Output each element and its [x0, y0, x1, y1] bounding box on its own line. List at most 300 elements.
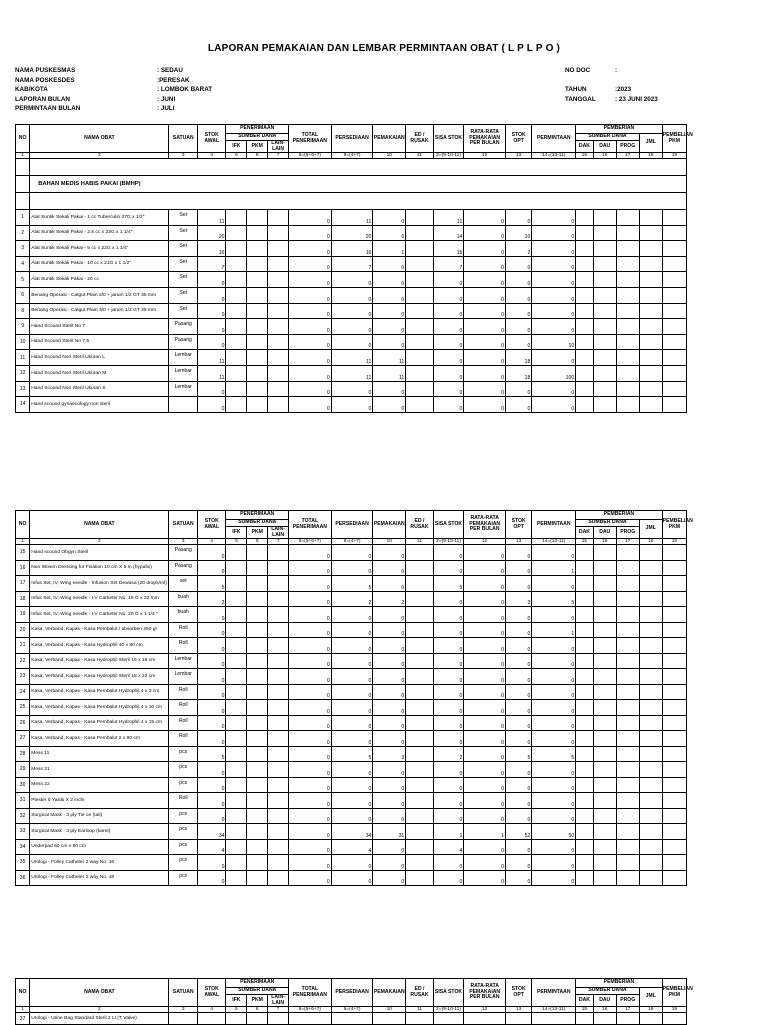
persediaan-value: 0 — [331, 715, 373, 731]
header-prog: PROG — [616, 527, 639, 539]
meta-row — [15, 104, 212, 114]
empty-cell — [662, 808, 686, 824]
meta-row — [15, 85, 212, 95]
permintaan-value: 0 — [532, 793, 576, 809]
item-name: Kasa, Verband, Kapas - Kasa Pembalut Hydrophil 4 x 10 cm — [30, 700, 169, 716]
item-name: Alat Suntik Sekali Pakai - 2.5 cc x 23G x 1 1/4" — [30, 225, 169, 241]
empty-cell — [593, 560, 616, 576]
row-number: 1 — [16, 210, 30, 226]
rata-rata-value: 0 — [464, 777, 506, 793]
section-label: BAHAN MEDIS HABIS PAKAI (BMHP) — [30, 176, 687, 193]
empty-cell — [268, 1013, 289, 1025]
empty-cell — [616, 350, 639, 366]
empty-cell — [226, 731, 247, 747]
empty-cell — [226, 777, 247, 793]
column-index: 6 — [247, 153, 268, 159]
permintaan-value: 0 — [532, 839, 576, 855]
rata-rata-value: 0 — [464, 241, 506, 257]
stok-awal-value: 0 — [197, 560, 226, 576]
empty-cell — [662, 576, 686, 592]
section-row — [16, 176, 687, 193]
empty-cell — [406, 669, 433, 685]
empty-cell — [639, 638, 662, 654]
empty-cell — [406, 576, 433, 592]
stok-awal-value: 0 — [197, 319, 226, 335]
persediaan-value: 0 — [331, 762, 373, 778]
column-index: 3 — [169, 539, 198, 545]
item-unit: Set — [169, 303, 198, 319]
stok-awal-value: 11 — [197, 365, 226, 381]
item-unit: pcs — [169, 777, 198, 793]
empty-cell — [406, 560, 433, 576]
item-unit — [169, 1013, 198, 1025]
table-row — [16, 622, 687, 638]
column-index: 2 — [30, 539, 169, 545]
stok-awal-value: 0 — [197, 287, 226, 303]
empty-cell — [616, 808, 639, 824]
empty-cell — [268, 793, 289, 809]
table-row — [16, 287, 687, 303]
header-permintaan: PERMINTAAN — [532, 125, 576, 153]
empty-cell — [247, 576, 268, 592]
empty-cell — [639, 746, 662, 762]
pemakaian-value: 31 — [373, 824, 406, 840]
header-dau: DAU — [593, 527, 616, 539]
stok-awal-value: 0 — [197, 870, 226, 886]
header-permintaan: PERMINTAAN — [532, 979, 576, 1007]
rata-rata-value: 0 — [464, 870, 506, 886]
table-row — [16, 350, 687, 366]
item-unit: Set — [169, 287, 198, 303]
empty-cell — [226, 319, 247, 335]
empty-cell — [662, 319, 686, 335]
header-lain: LAIN-LAIN — [268, 527, 289, 539]
meta-key: PERMINTAAN BULAN — [15, 105, 81, 112]
header-ed: ED / RUSAK — [406, 511, 433, 539]
row-number: 14 — [16, 397, 30, 413]
meta-key: NAMA POSKESDES — [15, 76, 75, 84]
table-row — [16, 715, 687, 731]
item-name: Surgical Mask - 3 ply Earloop (karet) — [30, 824, 169, 840]
header-sumber_dana: SUMBER DANA — [576, 134, 640, 141]
empty-cell — [576, 870, 594, 886]
empty-cell — [226, 591, 247, 607]
empty-cell — [616, 397, 639, 413]
empty-cell — [662, 381, 686, 397]
pemakaian-value: 0 — [373, 808, 406, 824]
empty-cell — [616, 272, 639, 288]
stok-opt-value: 0 — [506, 700, 532, 716]
persediaan-value: 5 — [331, 746, 373, 762]
permintaan-value: 0 — [532, 241, 576, 257]
empty-cell — [593, 545, 616, 561]
column-index: 18 — [639, 153, 662, 159]
empty-cell — [576, 303, 594, 319]
column-index: 6 — [247, 539, 268, 545]
pemakaian-value: 3 — [373, 746, 406, 762]
empty-cell — [593, 210, 616, 226]
rata-rata-value: 0 — [464, 808, 506, 824]
empty-cell — [662, 225, 686, 241]
column-index: 4 — [197, 153, 226, 159]
stok-awal-value: 0 — [197, 622, 226, 638]
total-penerimaan-value: 0 — [288, 560, 331, 576]
sisa-stok-value: 0 — [433, 638, 464, 654]
stok-awal-value: 5 — [197, 746, 226, 762]
item-name: Alat Suntik Sekali Pakai - 1 cc Tuberculin 27G x 1/2" — [30, 210, 169, 226]
empty-cell — [268, 653, 289, 669]
table-row — [16, 793, 687, 809]
empty-cell — [593, 684, 616, 700]
empty-cell — [593, 334, 616, 350]
table-row — [16, 256, 687, 272]
pemakaian-value: 0 — [373, 622, 406, 638]
header-sumber_dana: SUMBER DANA — [576, 520, 640, 527]
empty-cell — [247, 225, 268, 241]
row-number: 30 — [16, 777, 30, 793]
column-index: 9=(4+7) — [331, 153, 373, 159]
sisa-stok-value: 0 — [433, 793, 464, 809]
pemakaian-value: 0 — [373, 576, 406, 592]
column-index: 16 — [593, 539, 616, 545]
empty-cell — [247, 319, 268, 335]
empty-cell — [268, 272, 289, 288]
rata-rata-value: 0 — [464, 334, 506, 350]
total-penerimaan-value: 0 — [288, 653, 331, 669]
permintaan-value: 0 — [532, 669, 576, 685]
empty-cell — [639, 1013, 662, 1025]
empty-cell — [268, 303, 289, 319]
report-title: LAPORAN PEMAKAIAN DAN LEMBAR PERMINTAAN OBAT ( L P L P O ) — [207, 43, 561, 54]
empty-cell — [662, 669, 686, 685]
sisa-stok-value: 0 — [433, 319, 464, 335]
row-number: 15 — [16, 545, 30, 561]
item-unit: Set — [169, 256, 198, 272]
empty-cell — [247, 545, 268, 561]
empty-cell — [616, 824, 639, 840]
header-nama: NAMA OBAT — [30, 125, 169, 153]
rata-rata-value: 0 — [464, 653, 506, 669]
empty-cell — [226, 545, 247, 561]
empty-cell — [662, 334, 686, 350]
empty-cell — [268, 762, 289, 778]
empty-cell — [226, 334, 247, 350]
header-dak: DAK — [576, 527, 594, 539]
item-name: Mess 22 — [30, 777, 169, 793]
stok-opt-value: 0 — [506, 607, 532, 623]
empty-cell — [576, 225, 594, 241]
header-ifk: IFK — [226, 995, 247, 1007]
stok-opt-value: 0 — [506, 560, 532, 576]
empty-cell — [406, 1013, 433, 1025]
total-penerimaan-value: 0 — [288, 762, 331, 778]
empty-cell — [268, 839, 289, 855]
empty-cell — [639, 272, 662, 288]
empty-cell — [662, 777, 686, 793]
column-index: 10 — [373, 153, 406, 159]
meta-key: TAHUN — [565, 86, 587, 93]
empty-cell — [406, 210, 433, 226]
empty-cell — [639, 793, 662, 809]
column-index: 1 — [16, 539, 30, 545]
empty-cell — [593, 241, 616, 257]
empty-cell — [593, 287, 616, 303]
empty-cell — [639, 715, 662, 731]
meta-value: : JUNI — [157, 95, 176, 103]
pemakaian-value: 1 — [373, 241, 406, 257]
empty-cell — [247, 870, 268, 886]
empty-cell — [616, 746, 639, 762]
empty-cell — [268, 870, 289, 886]
column-index: 8=(5+6+7) — [288, 153, 331, 159]
stok-awal-value: 11 — [197, 210, 226, 226]
empty-cell — [226, 303, 247, 319]
header-opt: STOK OPT — [506, 979, 532, 1007]
persediaan-value: 0 — [331, 638, 373, 654]
item-name: Hand scound gynaecology non steril — [30, 397, 169, 413]
header-satuan: SATUAN — [169, 125, 198, 153]
empty-cell — [616, 622, 639, 638]
empty-cell — [593, 870, 616, 886]
empty-cell — [662, 241, 686, 257]
empty-cell — [406, 855, 433, 871]
item-unit: pcs — [169, 746, 198, 762]
meta-key: NAMA PUSKESMAS — [15, 67, 76, 74]
empty-cell — [639, 870, 662, 886]
empty-cell — [226, 715, 247, 731]
empty-cell — [247, 287, 268, 303]
table-row — [16, 591, 687, 607]
total-penerimaan-value: 0 — [288, 777, 331, 793]
column-index: 7 — [268, 153, 289, 159]
total-penerimaan-value: 0 — [288, 793, 331, 809]
empty-cell — [639, 653, 662, 669]
item-name: Non Woven Dressing for Fixation 10 cm X 5 m (hypafix) — [30, 560, 169, 576]
empty-cell — [639, 824, 662, 840]
item-name: Underpad 60 cm x 90 cm — [30, 839, 169, 855]
stok-awal-value: 0 — [197, 545, 226, 561]
stok-opt-value: 0 — [506, 545, 532, 561]
empty-cell — [576, 793, 594, 809]
empty-cell — [662, 653, 686, 669]
empty-cell — [662, 731, 686, 747]
pemakaian-value: 2 — [373, 591, 406, 607]
sisa-stok-value: 0 — [433, 303, 464, 319]
pemakaian-value: 0 — [373, 319, 406, 335]
empty-cell — [616, 225, 639, 241]
pemakaian-value: 0 — [373, 607, 406, 623]
stok-opt-value: 0 — [506, 272, 532, 288]
sisa-stok-value: 0 — [433, 731, 464, 747]
permintaan-value: 1 — [532, 560, 576, 576]
empty-cell — [268, 855, 289, 871]
meta-value: : JULI — [157, 105, 175, 112]
total-penerimaan-value: 0 — [288, 622, 331, 638]
header-total: TOTAL PENERIMAAN — [288, 125, 331, 153]
header-pkm: PKM — [247, 527, 268, 539]
empty-cell — [593, 591, 616, 607]
stok-opt-value: 0 — [506, 319, 532, 335]
stok-awal-value: 0 — [197, 607, 226, 623]
empty-cell — [268, 777, 289, 793]
empty-cell — [576, 545, 594, 561]
empty-cell — [247, 700, 268, 716]
stok-awal-value: 0 — [197, 334, 226, 350]
column-index: 12 — [464, 153, 506, 159]
rata-rata-value: 0 — [464, 839, 506, 855]
meta-value: : SEDAU — [157, 67, 183, 74]
stok-opt-value: 18 — [506, 350, 532, 366]
rata-rata-value: 0 — [464, 560, 506, 576]
item-name: Hand Scound Steril No 7,5 — [30, 334, 169, 350]
item-name: Surgical Mask - 3 ply Tie on (tali) — [30, 808, 169, 824]
header-lain: LAIN-LAIN — [268, 141, 289, 153]
item-unit: set — [169, 576, 198, 592]
sisa-stok-value: 15 — [433, 241, 464, 257]
empty-cell — [639, 256, 662, 272]
header-opt: STOK OPT — [506, 511, 532, 539]
column-index: 11 — [406, 539, 433, 545]
item-name: Kasa, Verband, Kapas - Kasa Hydrophil 40 x 80 cm — [30, 638, 169, 654]
header-rata: RATA-RATA PEMAKAIAN PER BULAN — [464, 979, 506, 1007]
sisa-stok-value: 0 — [433, 607, 464, 623]
lplpo-table-3 — [15, 978, 693, 1025]
empty-cell — [616, 334, 639, 350]
column-index: 10 — [373, 539, 406, 545]
stok-awal-value: 0 — [197, 638, 226, 654]
header-no: NO — [16, 979, 30, 1007]
empty-cell — [576, 808, 594, 824]
empty-cell — [593, 669, 616, 685]
empty-cell — [268, 397, 289, 413]
header-pemberian: PEMBERIAN — [576, 979, 663, 988]
column-index: 8=(5+6+7) — [288, 539, 331, 545]
item-unit: Lembar — [169, 653, 198, 669]
empty-cell — [616, 591, 639, 607]
permintaan-value: 100 — [532, 365, 576, 381]
rata-rata-value: 0 — [464, 591, 506, 607]
stok-opt-value: 0 — [506, 210, 532, 226]
persediaan-value: 11 — [331, 350, 373, 366]
stok-awal-value: 0 — [197, 793, 226, 809]
permintaan-value: 0 — [532, 777, 576, 793]
persediaan-value: 11 — [331, 365, 373, 381]
empty-cell — [639, 319, 662, 335]
empty-cell — [576, 272, 594, 288]
column-index: 19 — [662, 153, 686, 159]
permintaan-value: 0 — [532, 287, 576, 303]
header-nama: NAMA OBAT — [30, 979, 169, 1007]
sisa-stok-value: 0 — [433, 397, 464, 413]
total-penerimaan-value: 0 — [288, 545, 331, 561]
meta-key: KAB/KOTA — [15, 86, 48, 93]
table-row — [16, 653, 687, 669]
empty-cell — [616, 855, 639, 871]
header-stok_awal: STOK AWAL — [197, 511, 226, 539]
item-unit — [169, 397, 198, 413]
meta-value: : — [615, 67, 618, 74]
empty-cell — [226, 839, 247, 855]
permintaan-value: 0 — [532, 607, 576, 623]
meta-row — [15, 95, 212, 105]
column-index: 15 — [576, 539, 594, 545]
sisa-stok-value: 0 — [433, 762, 464, 778]
empty-cell — [639, 225, 662, 241]
rata-rata-value: 0 — [464, 303, 506, 319]
empty-cell — [616, 653, 639, 669]
header-pemakaian: PEMAKAIAN — [373, 511, 406, 539]
table-row — [16, 560, 687, 576]
stok-awal-value: 11 — [197, 350, 226, 366]
stok-opt-value: 0 — [506, 397, 532, 413]
row-number: 36 — [16, 870, 30, 886]
header-stok_awal: STOK AWAL — [197, 979, 226, 1007]
item-unit: Pasang — [169, 560, 198, 576]
column-index: 15 — [576, 153, 594, 159]
item-name: Hand scound Obgyn Steril — [30, 545, 169, 561]
column-index: 7 — [268, 1007, 289, 1013]
item-name: Kasa, Verband, Kapas - Kasa Pembalut / absorben 250 gr — [30, 622, 169, 638]
rata-rata-value: 0 — [464, 365, 506, 381]
pemakaian-value: 0 — [373, 256, 406, 272]
persediaan-value: 20 — [331, 225, 373, 241]
column-index: 5 — [226, 539, 247, 545]
total-penerimaan-value: 0 — [288, 591, 331, 607]
empty-cell — [247, 731, 268, 747]
empty-cell — [406, 731, 433, 747]
empty-cell — [576, 762, 594, 778]
pemakaian-value: 0 — [373, 793, 406, 809]
empty-cell — [226, 256, 247, 272]
empty-cell — [247, 241, 268, 257]
sisa-stok-value: 7 — [433, 256, 464, 272]
permintaan-value: 0 — [532, 731, 576, 747]
column-index: 3 — [169, 153, 198, 159]
row-number: 4 — [16, 256, 30, 272]
permintaan-value — [532, 1013, 576, 1025]
total-penerimaan-value: 0 — [288, 715, 331, 731]
persediaan-value: 0 — [331, 777, 373, 793]
meta-value: : 23 JUNI 2023 — [615, 95, 658, 103]
empty-cell — [639, 700, 662, 716]
sisa-stok-value: 0 — [433, 334, 464, 350]
item-unit: Roll — [169, 700, 198, 716]
total-penerimaan-value: 0 — [288, 669, 331, 685]
sisa-stok-value: 0 — [433, 808, 464, 824]
row-number: 18 — [16, 591, 30, 607]
empty-cell — [593, 731, 616, 747]
empty-cell — [593, 715, 616, 731]
column-index: 11 — [406, 1007, 433, 1013]
persediaan-value: 11 — [331, 210, 373, 226]
item-name: Urologi - Folley Catheter 2 way No. 18 — [30, 870, 169, 886]
empty-cell — [662, 839, 686, 855]
header-pemberian: PEMBERIAN — [576, 511, 663, 520]
column-index: 17 — [616, 539, 639, 545]
item-name: Hand Scound Non Steril Ukuran M — [30, 365, 169, 381]
rata-rata-value: 0 — [464, 793, 506, 809]
total-penerimaan-value: 0 — [288, 397, 331, 413]
header-penerimaan: PENERIMAAN — [226, 979, 288, 988]
stok-awal-value — [197, 1013, 226, 1025]
empty-cell — [662, 700, 686, 716]
empty-cell — [593, 303, 616, 319]
item-name: Hand Scound Steril No 7 — [30, 319, 169, 335]
persediaan-value: 7 — [331, 256, 373, 272]
stok-opt-value: 18 — [506, 365, 532, 381]
item-unit: Pasang — [169, 334, 198, 350]
table-row — [16, 870, 687, 886]
